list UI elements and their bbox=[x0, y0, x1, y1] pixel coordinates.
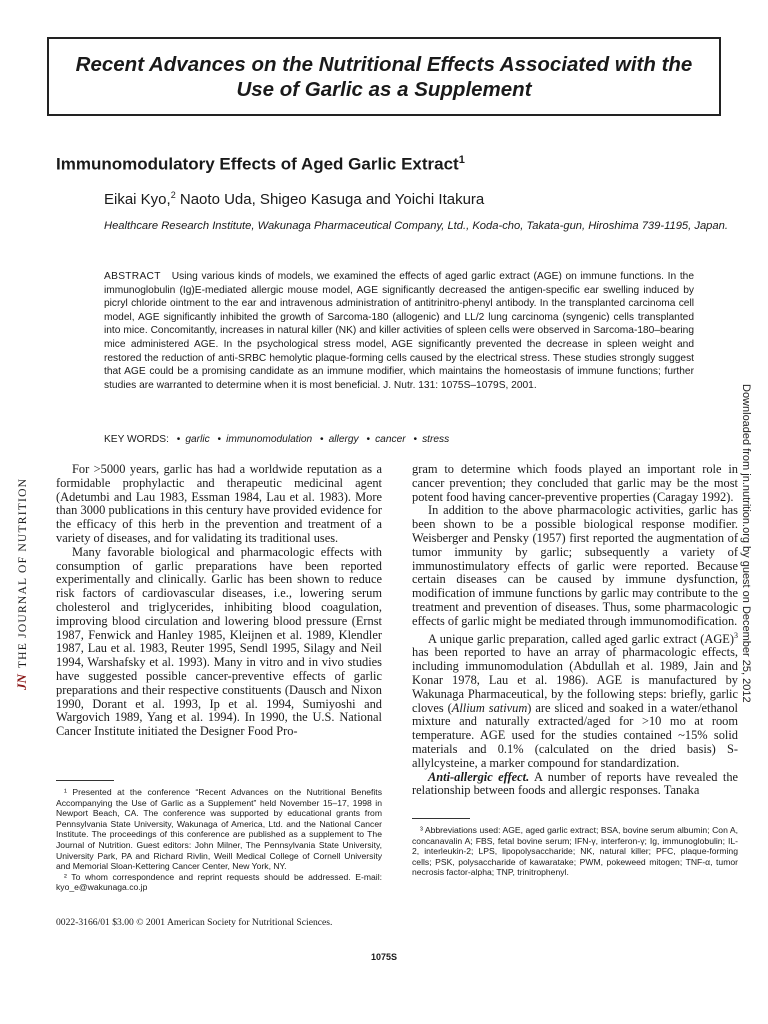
journal-name: THE JOURNAL OF NUTRITION bbox=[16, 477, 29, 669]
download-watermark: Downloaded from jn.nutrition.org by guest on December 25, 2012 bbox=[740, 384, 752, 703]
footnote: ³ Abbreviations used: AGE, aged garlic extract; BSA, bovine serum albumin; Con A, concanavalin A; FBS, fetal bovine serum; IFN-γ, interferon-γ; Ig, immunoglobulin; IL-2, interleukin-2; LPS, lipopolysaccharide; NK, natural killer; PFC, plaque-forming cells; PSK, polysaccharide of kawaratake; PWM, pokeweed mitogen; TNF-α, tumor necrosis factor-alpha; TNP, trinitrophenyl. bbox=[412, 825, 738, 878]
footnote-divider bbox=[412, 818, 470, 819]
paragraph-text: A number of reports have revealed the relationship between foods and allergic responses. Tanaka bbox=[412, 769, 739, 798]
page-number: 1075S bbox=[370, 952, 398, 962]
footnotes-right bbox=[412, 825, 738, 878]
keywords-label: KEY WORDS: bbox=[104, 434, 169, 445]
other-authors: Naoto Uda, Shigeo Kasuga and Yoichi Itakura bbox=[175, 191, 485, 208]
article-title-text: Immunomodulatory Effects of Aged Garlic Extract bbox=[56, 154, 459, 174]
footnote: ² To whom correspondence and reprint requests should be addressed. E-mail: kyo_e@wakunaga.co.jp bbox=[56, 871, 382, 893]
author-footnote-marker: 2 bbox=[170, 190, 176, 200]
paragraph-text: has been reported to have an array of pharmacologic effects, including immunomodulation (Abdullah et al. 1989, Jain and Konar 1978, Lau et al. 1986). AGE is manufactured by Wakunaga Pharmaceutical, by the following steps: briefly, garlic cloves ( bbox=[412, 645, 738, 715]
abstract-text: Using various kinds of models, we examined the effects of aged garlic extract (AGE) on immune functions. In the immunoglobulin (Ig)E-mediated allergic mouse model, AGE significantly decreased the antigen-specific ear swelling induced by picryl chloride ointment to the ear and intravenous administration of antitrinitro-phenyl antibody. In the transplanted carcinoma cell model, AGE significantly inhibited the growth of Sarcoma-180 (allogenic) and LL/2 lung carcinoma (syngenic) cells transplanted into mice. Concomitantly, increases in natural killer (NK) and killer activities of spleen cells were observed in Sarcoma-180–bearing mice administered AGE. In the psychological stress model, AGE significantly prevented the decrease in spleen weight and restored the reduction of anti-SRBC hemolytic plaque-forming cells caused by the electrical stress. These studies strongly suggest that AGE could be a promising candidate as an immune modifier, which maintains the homeostasis of immune functions; further studies are warranted to determine when it is most beneficial. J. Nutr. 131: 1075S–1079S, 2001. bbox=[104, 271, 695, 391]
section-heading: Anti-allergic effect. bbox=[428, 769, 530, 784]
body-right-column bbox=[412, 463, 738, 798]
keyword: allergy bbox=[328, 434, 359, 445]
keywords: KEY WORDS: • garlic • immunomodulation • allergy • cancer • stress bbox=[104, 434, 450, 445]
keyword: garlic bbox=[185, 434, 210, 445]
journal-logo: JN bbox=[14, 674, 29, 690]
affiliation: Healthcare Research Institute, Wakunaga Pharmaceutical Company, Ltd., Koda-cho, Takata-gun, Hiroshima 739-1195, Japan. bbox=[104, 220, 728, 232]
footnote: ¹ Presented at the conference “Recent Advances on the Nutritional Benefits Accompanying the Use of Garlic as a Supplement” held November 15–17, 1998 in Newport Beach, CA. The conference was supported by educational grants from Pennsylvania State University, Wakunaga of America, Ltd. and the National Cancer Institute. The proceedings of this conference are published as a supplement to The Journal of Nutrition. Guest editors: John Milner, The Pennsylvania State University, University Park, PA and Richard Rivlin, Weill Medical College of Cornell University and Memorial Sloan-Kettering Cancer Center, New York, NY. bbox=[56, 787, 382, 872]
body-left-column bbox=[56, 463, 382, 739]
paragraph-text: A unique garlic preparation, called aged garlic extract (AGE) bbox=[428, 631, 734, 646]
paragraph: gram to determine which foods played an important role in cancer prevention; they concluded that garlic may be the most potent food having cancer-preventive properties (Caragay 1992). bbox=[412, 462, 738, 504]
author-list bbox=[104, 190, 484, 208]
paragraph bbox=[412, 771, 738, 799]
paragraph: For >5000 years, garlic has had a worldwide reputation as a formidable prophylactic and therapeutic medicinal agent (Adetumbi and Lau 1983, Essman 1984, Lau et al. 1983). More than 3000 publications in this century have provided evidence for the efficacy of this herb in the prevention and treatment of a variety of diseases, and for validating its traditional uses. bbox=[56, 462, 382, 545]
abstract bbox=[104, 270, 694, 392]
keyword: cancer bbox=[375, 434, 406, 445]
copyright-line: 0022-3166/01 $3.00 © 2001 American Society for Nutritional Sciences. bbox=[56, 917, 333, 928]
paragraph-text: ) are sliced and soaked in a water/ethanol mixture and naturally extracted/aged for >10 mo at room temperature. AGE used for the studies contained ~15% solid materials and 0.1% (calculated on the dried basis) S-allylcysteine, a marker compound for standardization. bbox=[412, 700, 738, 770]
abbrev-footnote-marker: 3 bbox=[734, 630, 738, 640]
keyword: immunomodulation bbox=[226, 434, 313, 445]
paragraph bbox=[412, 629, 738, 771]
journal-sidebar bbox=[14, 478, 30, 690]
footnote-divider bbox=[56, 780, 114, 781]
banner-title: Recent Advances on the Nutritional Effects Associated with the Use of Garlic as a Supplement bbox=[75, 52, 693, 101]
species-name: Allium sativum bbox=[451, 700, 528, 715]
abstract-label: ABSTRACT bbox=[104, 271, 161, 282]
title-footnote-marker: 1 bbox=[458, 154, 465, 166]
conference-banner bbox=[47, 37, 721, 116]
article-title bbox=[56, 154, 465, 175]
paragraph: In addition to the above pharmacologic activities, garlic has been shown to be a possible biological response modifier. Weisberger and Pensky (1957) first reported the augmentation of tumor immunity by garlic; subsequently a variety of immunostimulatory effects of garlic were reported. Because certain diseases can be caused by immune dysfunction, modification of immune functions by garlic may contribute to the treatment and prevention of diseases. Thus, some pharmacologic effects of garlic might be mediated through immunomodification. bbox=[412, 503, 738, 628]
footnotes-left bbox=[56, 787, 382, 893]
first-author: Eikai Kyo, bbox=[104, 191, 171, 208]
keyword: stress bbox=[422, 434, 450, 445]
paragraph: Many favorable biological and pharmacologic effects with consumption of garlic preparations have been reported experimentally and clinically. Garlic has been shown to reduce risk factors of cardiovascular diseases, i.e., lowering serum cholesterol and triglycerides, inhibiting blood coagulation, improving blood circulation and lowering blood pressure (Ernst 1987, Fenwick and Hanley 1985, Kleijnen et al. 1989, Klendler 1987, Lau et al. 1983, Reuter 1995, Sendl 1995, Silagy and Neil 1994, Warshafsky et al. 1993). Many in vitro and in vivo studies have suggested possible cancer-preventive effects of garlic preparations and their respective constituents (Dausch and Nixon 1990, Dorant et al. 1993, Ip et al. 1994, Sumiyoshi and Wargovich 1989, Yang et al. 1994). In 1990, the U.S. National Cancer Institute initiated the Designer Food Pro- bbox=[56, 544, 382, 739]
